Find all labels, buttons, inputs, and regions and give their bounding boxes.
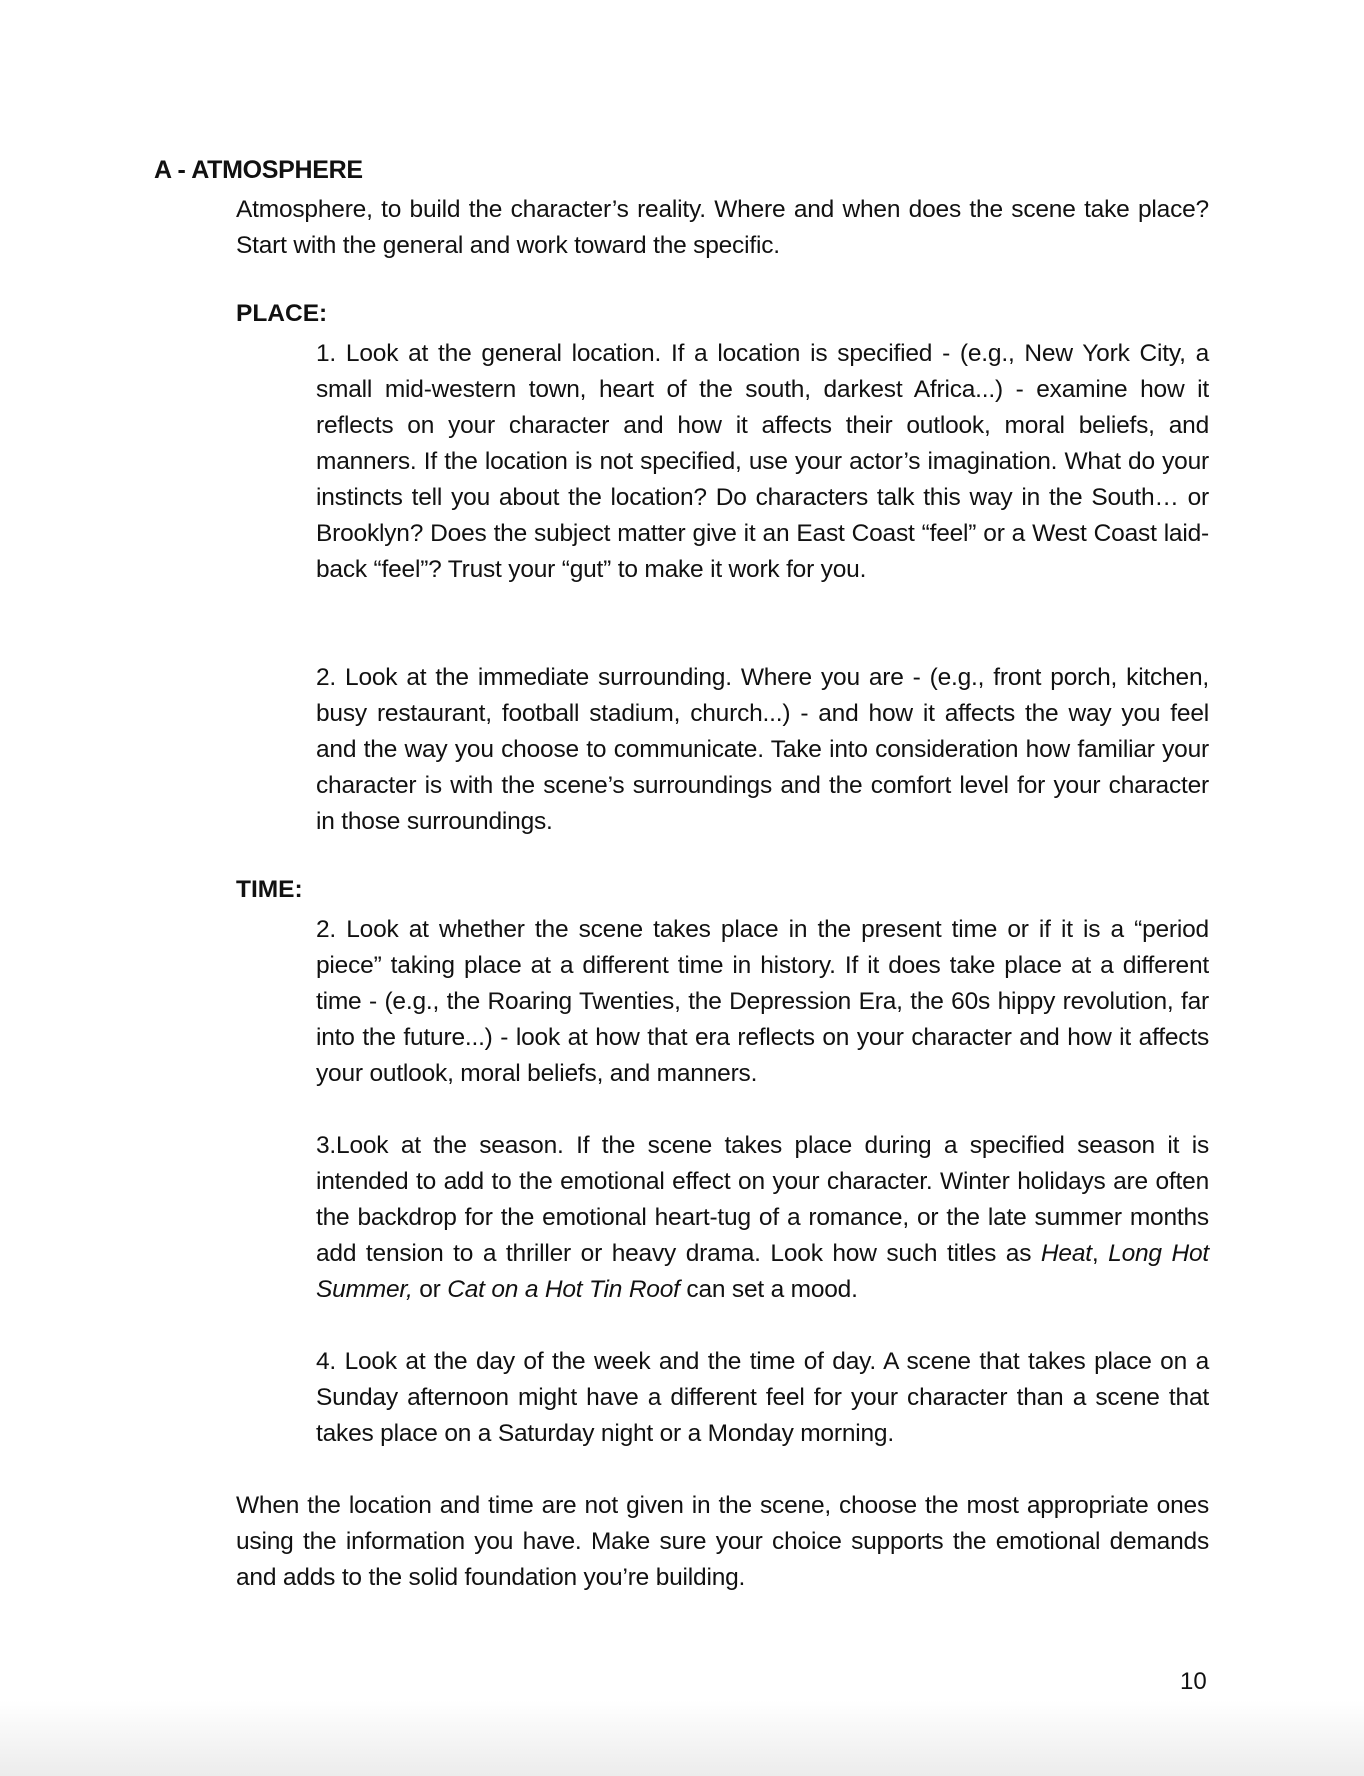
separator: or xyxy=(412,1276,448,1303)
intro-text: Atmosphere, to build the character’s reality. Where and when does the scene take place? Start with the general and work toward the specific. xyxy=(236,196,1209,259)
separator: , xyxy=(1091,1240,1109,1267)
time-item-2-text xyxy=(316,1128,1209,1308)
season-text: 3.Look at the season. If the scene takes place during a specified season it is intended to add to the emotional effect on your character. Winter holidays are often the backdrop for the emotional heart-tug of a romance, or the late summer months add tension to a thriller or heavy drama. Look how such titles as xyxy=(316,1132,1209,1267)
place-item-2 xyxy=(316,660,1209,840)
title-cat-on-a-hot-tin-roof: Cat on a Hot Tin Roof xyxy=(447,1276,680,1303)
title-long-hot-summer: Long Hot Summer, xyxy=(316,1240,1210,1303)
place-item-1 xyxy=(316,336,1209,588)
time-label: TIME: xyxy=(236,876,303,903)
title-heat: Heat xyxy=(1040,1240,1092,1267)
time-item-3 xyxy=(316,1344,1209,1452)
closing-paragraph xyxy=(236,1488,1209,1596)
section-heading: A - ATMOSPHERE xyxy=(154,156,363,184)
intro-paragraph xyxy=(236,192,1209,264)
time-item-1 xyxy=(316,912,1209,1092)
time-item-1-text: 2. Look at whether the scene takes place in the present time or if it is a “period piece” taking place at a different time in history. If it does take place at a different time - (e.g., the Roaring Twenties, the Depression Era, the 60s hippy revolution, far into the future...) - look at how that era reflects on your character and how it affects your outlook, moral beliefs, and manners. xyxy=(316,916,1209,1087)
time-item-2 xyxy=(316,1128,1209,1308)
page-number: 10 xyxy=(1180,1668,1207,1695)
place-item-1-text: 1. Look at the general location. If a location is specified - (e.g., New York City, a small mid-western town, heart of the south, darkest Africa...) - examine how it reflects on your character and how it affects their outlook, moral beliefs, and manners. If the location is not specified, use your actor’s imagination. What do your instincts tell you about the location? Do characters talk this way in the South… or Brooklyn? Does the subject matter give it an East Coast “feel” or a West Coast laid-back “feel”? Trust your “gut” to make it work for you. xyxy=(316,340,1209,583)
place-label: PLACE: xyxy=(236,300,328,327)
time-item-3-text: 4. Look at the day of the week and the time of day. A scene that takes place on a Sunday afternoon might have a different feel for your character than a scene that takes place on a Saturday night or a Monday morning. xyxy=(316,1348,1209,1447)
season-tail: can set a mood. xyxy=(679,1276,858,1303)
place-item-2-text: 2. Look at the immediate surrounding. Where you are - (e.g., front porch, kitchen, busy restaurant, football stadium, church...) - and how it affects the way you feel and the way you choose to communicate. Take into consideration how familiar your character is with the scene’s surroundings and the comfort level for your character in those surroundings. xyxy=(316,664,1209,835)
closing-text: When the location and time are not given in the scene, choose the most appropriate ones using the information you have. Make sure your choice supports the emotional demands and adds to the solid foundation you’re building. xyxy=(236,1492,1209,1591)
